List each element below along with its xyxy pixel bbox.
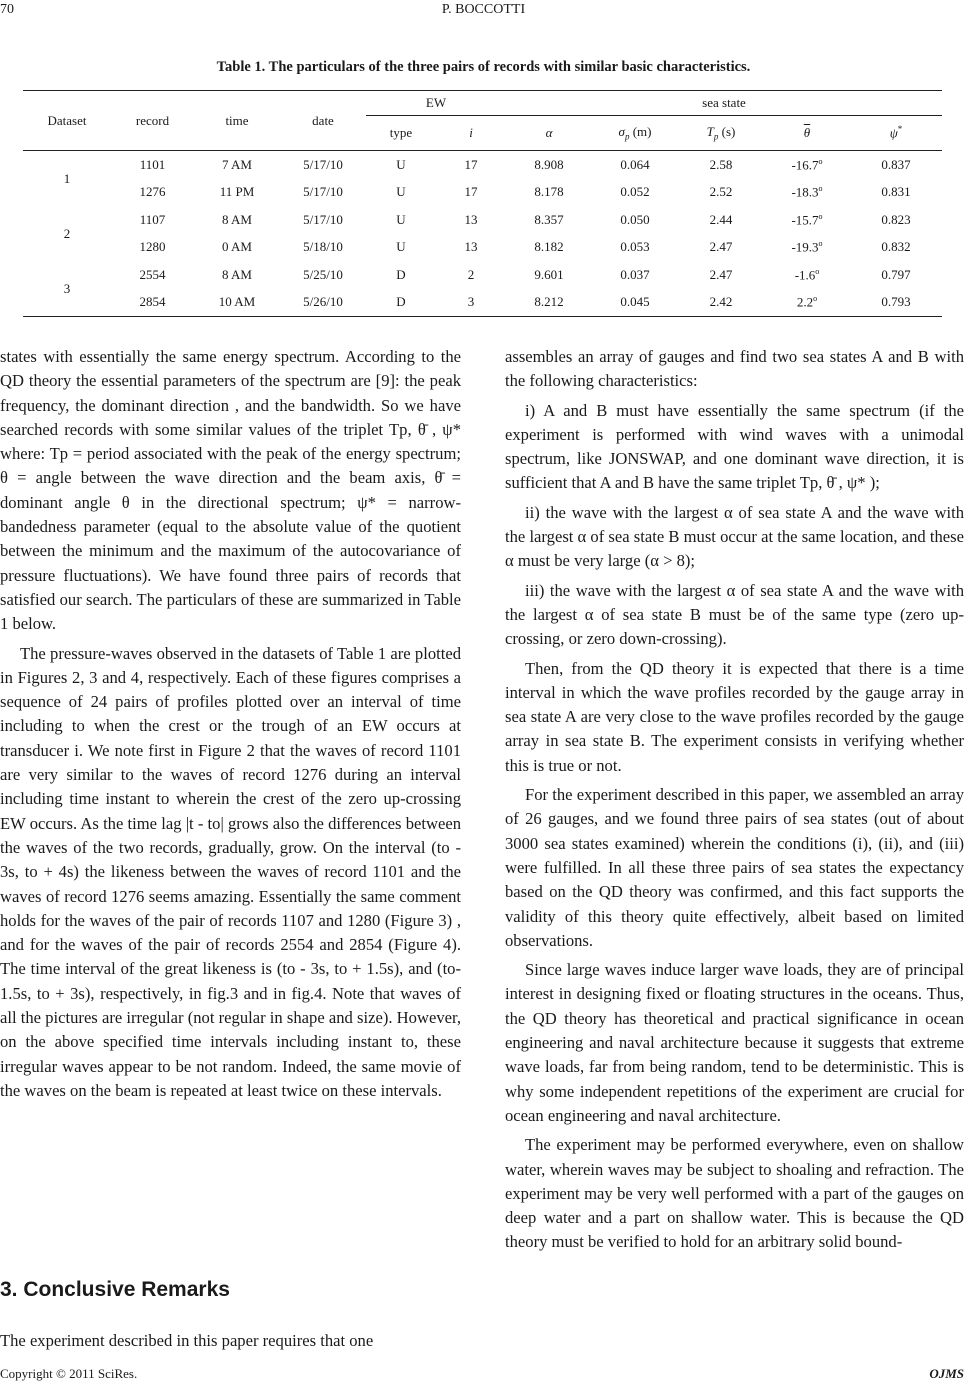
cell-type: D: [396, 266, 406, 282]
paragraph: The experiment described in this paper requires that one: [0, 1331, 374, 1350]
cell-tp: 2.52: [709, 184, 733, 200]
cell-sigma: 0.037: [620, 266, 650, 282]
cell-i: 17: [464, 184, 478, 200]
cell-dataset: 1: [23, 151, 111, 207]
cell-record: 1101: [111, 151, 194, 179]
particulars-table: [23, 90, 942, 317]
cell-psi: 0.832: [881, 239, 911, 255]
copyright-notice: Copyright © 2011 SciRes.: [0, 1366, 138, 1381]
cell-dataset: 3: [23, 261, 111, 317]
cell-date: 5/17/10: [280, 151, 366, 179]
section-heading: 3. Conclusive Remarks: [0, 1278, 230, 1301]
header-tp: $T_p$ (s): [678, 116, 764, 151]
cell-i: 13: [464, 211, 478, 227]
cell-type: D: [366, 289, 436, 317]
cell-sigma: 0.052: [620, 184, 650, 200]
header-i: i: [436, 116, 506, 151]
cell-record: 2554: [139, 266, 166, 282]
table-row: [23, 289, 942, 317]
cell-record: 2854: [111, 289, 194, 317]
header-sea-state: sea state: [506, 91, 942, 116]
table-row: [23, 179, 942, 207]
running-head-author: P. BOCCOTTI: [441, 2, 526, 17]
cell-alpha: 8.357: [534, 211, 564, 227]
cell-time: 7 AM: [194, 151, 280, 179]
header-record: record: [111, 91, 194, 151]
cell-date: 5/26/10: [280, 289, 366, 317]
cell-date: 5/17/10: [303, 211, 343, 227]
cell-theta: -15.7$^o$: [791, 211, 823, 227]
paragraph: assembles an array of gauges and find two sea states A and B with the following characteristics:: [505, 347, 964, 391]
cell-alpha: 8.178: [534, 184, 564, 200]
table-row: [23, 206, 942, 234]
cell-psi: 0.797: [881, 266, 911, 282]
cell-tp: 2.47: [709, 266, 733, 282]
cell-sigma: 0.053: [620, 239, 650, 255]
paragraph: ii) the wave with the largest α of sea state A and the wave with the largest α of sea state B must occur at the same location, and these α must be very large (α > 8);: [505, 502, 964, 571]
header-alpha: α: [506, 116, 592, 151]
paragraph: Since large waves induce larger wave loads, they are of principal interest in designing fixed or floating structures in the oceans. Thus, the QD theory has theoretical and practical significance in ocean engineering and naval architecture because it suggests that extreme wave loads, far from being random, tend to be deterministic. This is why some independent repetitions of the experiment are crucial for ocean engineering and naval architecture.: [505, 960, 964, 1125]
header-dataset: Dataset: [23, 91, 111, 151]
cell-time: 0 AM: [222, 239, 252, 255]
header-time: time: [194, 91, 280, 151]
cell-type: U: [396, 239, 406, 255]
table-row: [23, 261, 942, 289]
cell-psi: 0.831: [881, 184, 911, 200]
cell-theta: -19.3$^o$: [791, 239, 823, 255]
cell-i: 13: [464, 239, 478, 255]
paragraph: The pressure-waves observed in the datasets of Table 1 are plotted in Figures 2, 3 and 4, respectively. Each of these figures comprises a sequence of 24 pairs of profiles plotted over an interval of time including to when the crest or the trough of an EW occurs at transducer i. We note first in Figure 2 that the waves of record 1101 are very similar to the waves of record 1276 during an interval including time instant to wherein the crest of the zero up-crossing EW occurs. As the time lag |t - to| grows also the differences between the waves of the two records, gradually, grow. On the interval (to - 3s, to + 4s) the likeness between the waves of record 1101 and the waves of record 1276 seems amazing. Essentially the same comment holds for the waves of the pair of records 1107 and 1280 (Figure 3) , and for the waves of the pair of records 2554 and 2854 (Figure 4). The time interval of the great likeness is (to - 3s, to + 1.5s), and (to-1.5s, to + 3s), respectively, in fig.3 and in fig.4. Note that waves of all the pictures are irregular (not regular in shape and size). However, on the above specified time intervals including instant to, these irregular waves appear to be not random. Indeed, the same movie of the waves on the beam is repeated at least twice on these intervals.: [0, 643, 461, 1100]
header-ew: EW: [366, 91, 506, 116]
cell-psi: 0.837: [850, 151, 942, 179]
cell-time: 8 AM: [222, 266, 252, 282]
cell-theta: -16.7$^o$: [764, 151, 850, 179]
cell-theta: -18.3$^o$: [791, 184, 823, 200]
cell-date: 5/18/10: [303, 239, 343, 255]
paragraph: The experiment may be performed everywhere, even on shallow water, wherein waves may be subject to shoaling and refraction. The experiment may be very well performed with a part of the gauges on deep water and a part on shallow water. This is because the QD theory must be verified to hold for an arbitrary solid bound-: [505, 1135, 964, 1252]
cell-psi: 0.823: [881, 211, 911, 227]
cell-theta: -1.6$^o$: [794, 266, 820, 282]
table-row: [23, 234, 942, 262]
paragraph: i) A and B must have essentially the same spectrum (if the experiment is performed with wind waves with a unimodal spectrum, like JONSWAP, and one dominant wave direction, it is sufficient that A and B have the same triplet Tp, θ̄ , ψ* );: [505, 400, 964, 493]
header-type: type: [366, 116, 436, 151]
cell-alpha: 8.212: [506, 289, 592, 317]
cell-i: 3: [436, 289, 506, 317]
paragraph: Then, from the QD theory it is expected that there is a time interval in which the wave profiles recorded by the gauge array in sea state A are very close to the wave profiles recorded by the gauge array in sea state B. The experiment consists in verifying whether this is true or not.: [505, 658, 964, 775]
cell-tp: 2.58: [678, 151, 764, 179]
cell-tp: 2.44: [709, 211, 733, 227]
paragraph: For the experiment described in this paper, we assembled an array of 26 gauges, and we found three pairs of sea states (out of about 3000 sea states examined) wherein the conditions (i), (ii), and (iii) were fulfilled. In all these three pairs of sea states the expectancy based on the QD theory was confirmed, and this fact supports the validity of this theory quite effectively, albeit based on limited observations.: [505, 785, 964, 950]
cell-dataset: 2: [63, 225, 71, 241]
right-column: [505, 345, 964, 1255]
cell-record: 1107: [139, 211, 166, 227]
page-number: 70: [0, 2, 14, 17]
cell-type: U: [396, 184, 406, 200]
cell-psi: 0.793: [850, 289, 942, 317]
cell-type: U: [366, 151, 436, 179]
cell-sigma: 0.050: [620, 211, 650, 227]
paragraph: iii) the wave with the largest α of sea state A and the wave with the largest α of sea state B must be of the same type (zero up-crossing, or zero down-crossing).: [505, 580, 964, 649]
cell-tp: 2.42: [678, 289, 764, 317]
journal-name: OJMS: [929, 1366, 964, 1381]
paragraph: states with essentially the same energy spectrum. According to the QD theory the essential parameters of the spectrum are [9]: the peak frequency, the dominant direction , and the bandwidth. So we have searched records with some similar values of the triplet Tp, θ̄ , ψ* where: Tp = period associated with the peak of the energy spectrum; θ = angle between the wave direction and the beam axis, θ̄ = dominant angle θ in the directional spectrum; ψ* = narrow-bandedness parameter (equal to the absolute value of the quotient between the minimum and the maximum of the autocovariance of pressure fluctuations). We have found three pairs of records that satisfied our search. The particulars of these are summarized in Table 1 below.: [0, 347, 461, 634]
header-sigma: $\sigma_p$ (m): [592, 116, 678, 151]
cell-sigma: 0.045: [592, 289, 678, 317]
cell-date: 5/17/10: [303, 184, 343, 200]
cell-record: 1280: [139, 239, 166, 255]
cell-theta: 2.2$^o$: [764, 289, 850, 317]
cell-time: 11 PM: [219, 184, 255, 200]
cell-alpha: 9.601: [534, 266, 564, 282]
page-header: [0, 0, 967, 20]
cell-time: 10 AM: [194, 289, 280, 317]
left-column: [0, 345, 461, 1103]
cell-i: 17: [436, 151, 506, 179]
header-psi: ψ*: [850, 116, 942, 151]
header-date: date: [280, 91, 366, 151]
cell-sigma: 0.064: [592, 151, 678, 179]
table-caption: Table 1. The particulars of the three pairs of records with similar basic characteristics.: [216, 59, 751, 75]
header-theta: $\overline{\theta}$: [764, 116, 850, 151]
cell-type: U: [396, 211, 406, 227]
cell-record: 1276: [139, 184, 166, 200]
table-row: [23, 151, 942, 179]
cell-tp: 2.47: [709, 239, 733, 255]
cell-date: 5/25/10: [303, 266, 343, 282]
left-column-tail: [0, 1329, 461, 1353]
cell-alpha: 8.908: [506, 151, 592, 179]
cell-alpha: 8.182: [534, 239, 564, 255]
cell-i: 2: [467, 266, 475, 282]
cell-time: 8 AM: [222, 211, 252, 227]
